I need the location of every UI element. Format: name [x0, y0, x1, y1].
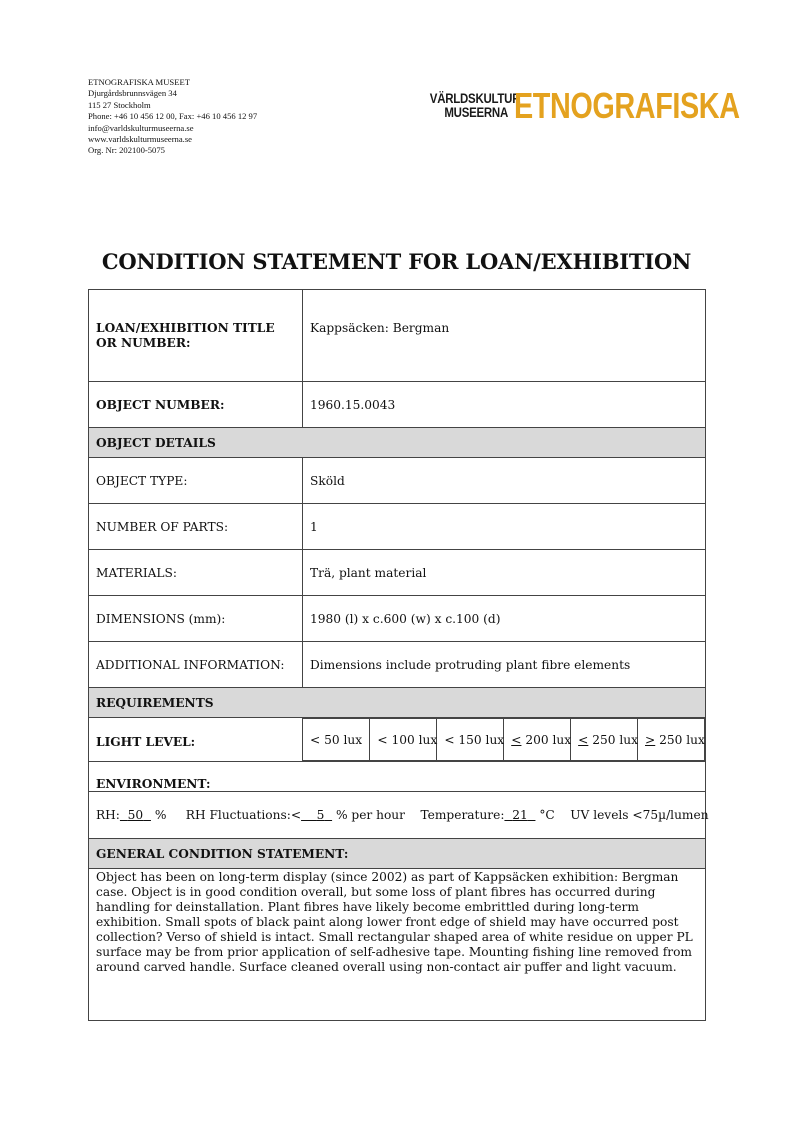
light-option-prefix: <	[444, 732, 455, 747]
address-line: Org. Nr: 202100-5075	[88, 145, 165, 156]
light-option-over-250[interactable]	[638, 719, 705, 761]
rh-value[interactable]	[120, 808, 151, 822]
address-line: info@varldskulturmuseerna.se	[88, 122, 194, 133]
requirements-heading-row	[89, 688, 706, 718]
light-option-250[interactable]	[571, 719, 638, 761]
general-condition-text: Object has been on long-term display (since 2002) as part of Kappsäcken exhibition: Bergman case. Object is in good condition overall, but some loss of plant fibres has occurred during handling for deinstallation. Plant fibres have likely become embrittled during long-term exhibition. Small spots of black paint along lower front edge of shield may have occurred post collection? Verso of shield is intact. Small rectangular shaped area of white residue on upper PL surface may be from prior application of self-adhesive tape. Mounting fishing line removed from around carved handle. Surface cleaned overall using non-contact air puffer and light vacuum.	[89, 869, 706, 1021]
light-option-value: 200 lux	[525, 732, 572, 747]
requirements-heading: REQUIREMENTS	[89, 688, 706, 718]
rh-fluctuations-unit: % per hour	[335, 808, 405, 822]
address-line: Djurgårdsbrunnsvägen 34	[88, 88, 177, 99]
light-option-value: 100 lux	[391, 732, 438, 747]
materials-label: MATERIALS:	[89, 550, 303, 596]
loan-title-label: LOAN/EXHIBITION TITLE OR NUMBER:	[89, 290, 303, 382]
rh-unit: %	[154, 808, 167, 822]
number-of-parts-label: NUMBER OF PARTS:	[89, 504, 303, 550]
light-option-50[interactable]	[303, 719, 370, 761]
object-details-heading: OBJECT DETAILS	[89, 428, 706, 458]
light-option-prefix: <	[578, 732, 589, 747]
logo-wordmark-right: ETNOGRAFISKA	[514, 85, 740, 126]
dimensions-label: DIMENSIONS (mm):	[89, 596, 303, 642]
dimensions-value: 1980 (l) x c.600 (w) x c.100 (d)	[303, 596, 706, 642]
object-number-value: 1960.15.0043	[303, 382, 706, 428]
address-line: Phone: +46 10 456 12 00, Fax: +46 10 456 12 97	[88, 111, 258, 122]
light-option-150[interactable]	[437, 719, 504, 761]
light-level-row	[89, 718, 706, 762]
light-option-prefix: >	[645, 732, 656, 747]
museum-address	[88, 77, 257, 157]
address-line: www.varldskulturmuseerna.se	[88, 134, 192, 145]
materials-value: Trä, plant material	[303, 550, 706, 596]
light-option-value: 50 lux	[324, 732, 363, 747]
light-option-prefix: <	[511, 732, 522, 747]
light-option-value: 250 lux	[659, 732, 705, 747]
object-type-row	[89, 458, 706, 504]
object-type-label: OBJECT TYPE:	[89, 458, 303, 504]
logo-line-1: VÄRLDSKULTUR	[429, 91, 521, 106]
light-option-100[interactable]	[370, 719, 437, 761]
rh-fluctuations-label: RH Fluctuations:<	[185, 808, 302, 822]
object-number-row	[89, 382, 706, 428]
number-of-parts-value: 1	[303, 504, 706, 550]
object-details-heading-row	[89, 428, 706, 458]
general-condition-row	[89, 869, 706, 1021]
rh-fluctuations-value-text: 5	[316, 808, 325, 822]
logo-wordmark-left	[429, 91, 521, 120]
object-type-value: Sköld	[303, 458, 706, 504]
logo-line-2: MUSEERNA	[444, 105, 508, 120]
object-number-label: OBJECT NUMBER:	[89, 382, 303, 428]
address-line: ETNOGRAFISKA MUSEET	[88, 77, 190, 87]
environment-values-row	[89, 792, 706, 839]
light-option-prefix: <	[377, 732, 388, 747]
museum-logo	[416, 86, 793, 126]
uv-levels: UV levels <75µ/lumen	[570, 808, 709, 822]
additional-info-value: Dimensions include protruding plant fibre elements	[303, 642, 706, 688]
light-level-options	[303, 718, 705, 761]
temperature-label: Temperature:	[420, 808, 505, 822]
rh-value-text: 50	[127, 808, 144, 822]
loan-title-row	[89, 290, 706, 382]
light-option-200[interactable]	[504, 719, 571, 761]
temperature-value-text: 21	[512, 808, 528, 822]
light-option-prefix: <	[310, 732, 321, 747]
rh-fluctuations-value[interactable]	[301, 808, 332, 822]
environment-heading-row	[89, 762, 706, 792]
environment-heading: ENVIRONMENT:	[89, 762, 706, 792]
loan-title-value: Kappsäcken: Bergman	[303, 290, 706, 382]
number-of-parts-row	[89, 504, 706, 550]
light-level-label: LIGHT LEVEL:	[89, 718, 303, 762]
environment-values	[89, 792, 709, 839]
light-option-value: 150 lux	[458, 732, 505, 747]
additional-info-row	[89, 642, 706, 688]
light-level-options-cell	[303, 718, 706, 762]
temperature-unit: °C	[539, 808, 555, 822]
rh-label: RH:	[96, 808, 120, 822]
light-option-value: 250 lux	[592, 732, 638, 747]
general-condition-heading: GENERAL CONDITION STATEMENT:	[89, 839, 706, 869]
dimensions-row	[89, 596, 706, 642]
condition-form	[88, 289, 709, 1021]
general-condition-heading-row	[89, 839, 706, 869]
address-line: 115 27 Stockholm	[88, 99, 151, 110]
materials-row	[89, 550, 706, 596]
document-title: CONDITION STATEMENT FOR LOAN/EXHIBITION	[101, 249, 692, 274]
additional-info-label: ADDITIONAL INFORMATION:	[89, 642, 303, 688]
temperature-value[interactable]	[504, 808, 535, 822]
